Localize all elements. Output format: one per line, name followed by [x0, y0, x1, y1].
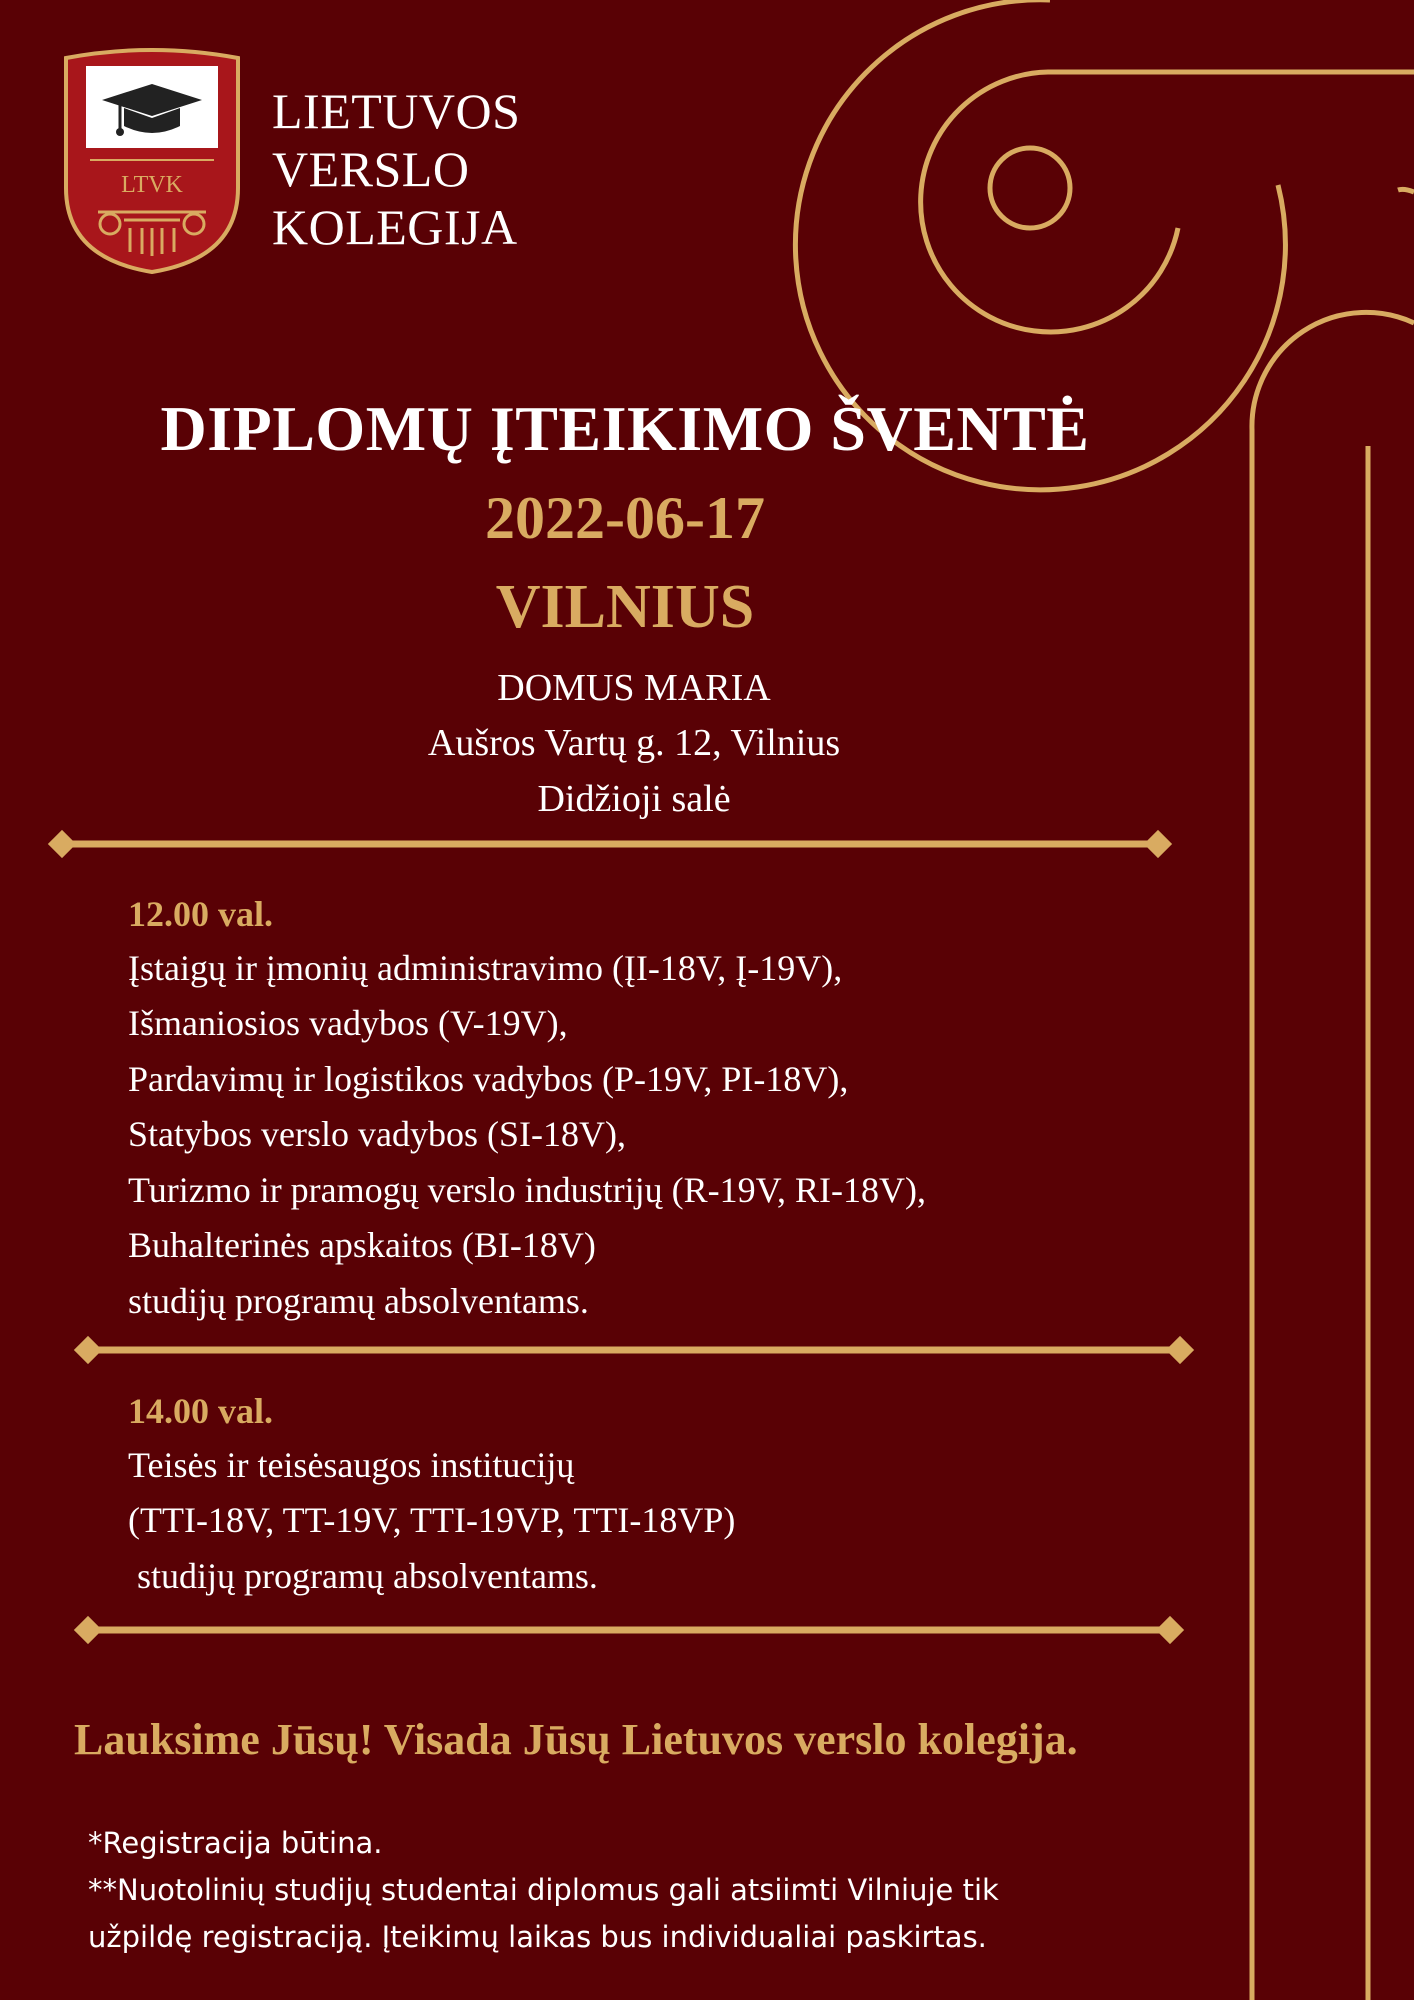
org-name-line: KOLEGIJA [272, 199, 518, 255]
venue-address: Aušros Vartų g. 12, Vilnius [427, 722, 841, 764]
session-1-line: Įstaigų ir įmonių administravimo (ĮI-18V, Į-19V), [128, 948, 843, 988]
scroll-center-circle [990, 148, 1070, 228]
scroll-tail [1398, 189, 1414, 192]
org-name-line: LIETUVOS [272, 83, 521, 139]
session-1-line: Turizmo ir pramogų verslo industrijų (R-19V, RI-18V), [128, 1170, 926, 1210]
closing-message: Lauksime Jūsų! Visada Jūsų Lietuvos verslo kolegija. [74, 1715, 1078, 1764]
session-1-line: Pardavimų ir logistikos vadybos (P-19V, PI-18V), [128, 1059, 849, 1099]
session-1-line: Buhalterinės apskaitos (BI-18V) [128, 1225, 596, 1265]
column-outline [1252, 312, 1414, 2000]
session-1-line: Statybos verslo vadybos (SI-18V), [128, 1114, 626, 1154]
remote-students-note: **Nuotolinių studijų studentai diplomus gali atsiimti Vilniuje tik [88, 1873, 999, 1907]
session-2-line: Teisės ir teisėsaugos institucijų [128, 1445, 575, 1485]
session-2-line: (TTI-18V, TT-19V, TTI-19VP, TTI-18VP) [128, 1500, 736, 1540]
org-name-line: VERSLO [272, 141, 470, 197]
session-2-line: studijų programų absolventams. [128, 1556, 598, 1596]
venue-hall: Didžioji salė [537, 778, 731, 820]
event-city: VILNIUS [495, 573, 755, 641]
remote-students-note: užpildę registraciją. Įteikimų laikas bus individualiai paskirtas. [88, 1920, 987, 1954]
venue-name: DOMUS MARIA [497, 667, 771, 709]
event-title: DIPLOMŲ ĮTEIKIMO ŠVENTĖ [160, 393, 1090, 464]
session-1-line: Išmaniosios vadybos (V-19V), [128, 1003, 568, 1043]
event-date: 2022-06-17 [485, 485, 765, 551]
org-name [272, 82, 520, 256]
logo-abbr: LTVK [121, 172, 183, 198]
session-2-time: 14.00 val. [128, 1391, 274, 1431]
session-1-time: 12.00 val. [128, 894, 274, 934]
registration-note: *Registracija būtina. [88, 1826, 383, 1860]
college-logo [62, 48, 242, 276]
session-1-line: studijų programų absolventams. [128, 1281, 589, 1321]
